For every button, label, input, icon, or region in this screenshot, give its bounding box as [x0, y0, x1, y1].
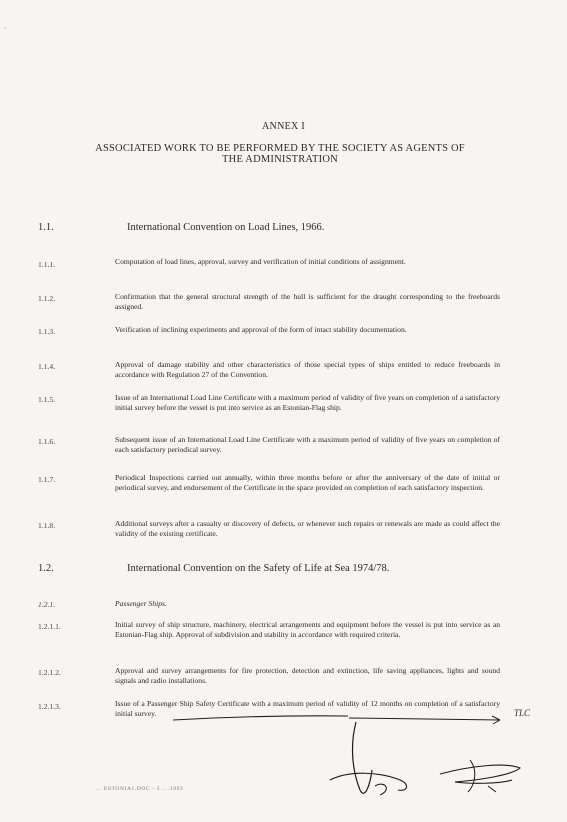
margin-note: TLC: [514, 708, 531, 718]
section-title: International Convention on Load Lines, 1966.: [127, 222, 325, 233]
item-number: 1.1.1.: [38, 260, 56, 269]
item-number: 1.1.4.: [38, 362, 56, 371]
item-text: Additional surveys after a casualty or discovery of defects, or whenever such repairs or renewals are made as could affect the validity of the existing certificate.: [115, 519, 500, 538]
item-text: Initial survey of ship structure, machinery, electrical arrangements and equipment before the vessel is put into service as an Estonian-Flag ship. Approval of subdivision and stability in accordance with required criteria.: [115, 620, 500, 639]
item-number: 1.1.2.: [38, 294, 56, 303]
item-text: Subsequent issue of an International Load Line Certificate with a maximum period of validity of five years on completion of each satisfactory periodical survey.: [115, 435, 500, 454]
item-number: 1.1.3.: [38, 327, 56, 336]
item-number: 1.2.1.1.: [38, 622, 61, 631]
signature-left-flourish: [330, 773, 407, 795]
item-text: Issue of a Passenger Ship Safety Certificate with a maximum period of validity of 12 months on completion of a satisfactory initial survey.: [115, 699, 500, 718]
item-number: 1.1.8.: [38, 521, 56, 530]
section-number: 1.1.: [38, 222, 54, 233]
item-text: Computation of load lines, approval, survey and verification of initial conditions of assignment.: [115, 257, 406, 266]
section-title: International Convention on the Safety of Life at Sea 1974/78.: [127, 563, 390, 574]
subsection-number: 1.2.1.: [38, 600, 56, 609]
main-title-line-2: THE ADMINISTRATION: [222, 154, 338, 165]
main-title-line-1: ASSOCIATED WORK TO BE PERFORMED BY THE SOCIETY AS AGENTS OF: [95, 143, 465, 154]
item-number: 1.2.1.2.: [38, 668, 61, 677]
section-number: 1.2.: [38, 563, 54, 574]
footer-reference: ... ESTONIA1.DOC - 3 ....1993: [96, 786, 184, 792]
item-number: 1.1.6.: [38, 437, 56, 446]
signature-right: [440, 765, 520, 783]
item-number: 1.1.5.: [38, 395, 56, 404]
item-number: 1.2.1.3.: [38, 702, 61, 711]
item-text: Approval of damage stability and other characteristics of those special types of ships entitled to reduce freeboards in accordance with Regulation 27 of the Convention.: [115, 360, 500, 379]
item-text: Confirmation that the general structural strength of the hull is sufficient for the draught corresponding to the freeboards assigned.: [115, 292, 500, 311]
underline-stroke: [173, 716, 348, 720]
annex-title: ANNEX I: [262, 121, 305, 132]
item-text: Issue of an International Load Line Certificate with a maximum period of validity of five years on completion of a satisfactory initial survey before the vessel is put into service as an Estonian-Flag ship.: [115, 393, 500, 412]
item-number: 1.1.7.: [38, 475, 56, 484]
signature-left: [353, 722, 372, 793]
item-text: Periodical Inspections carried out annually, within three months before or after the anniversary of the date of initial or periodical survey, and endorsement of the Certificate in the space provided on completion of each satisfactory inspection.: [115, 473, 500, 492]
scan-mark: ·: [4, 24, 7, 33]
item-text: Approval and survey arrangements for fire protection, detection and extinction, life saving appliances, lights and sound signals and radio installations.: [115, 666, 500, 685]
item-text: Verification of inclining experiments and approval of the form of intact stability documentation.: [115, 325, 407, 334]
subsection-title: Passenger Ships.: [115, 599, 167, 608]
arrow-line: [349, 718, 500, 720]
